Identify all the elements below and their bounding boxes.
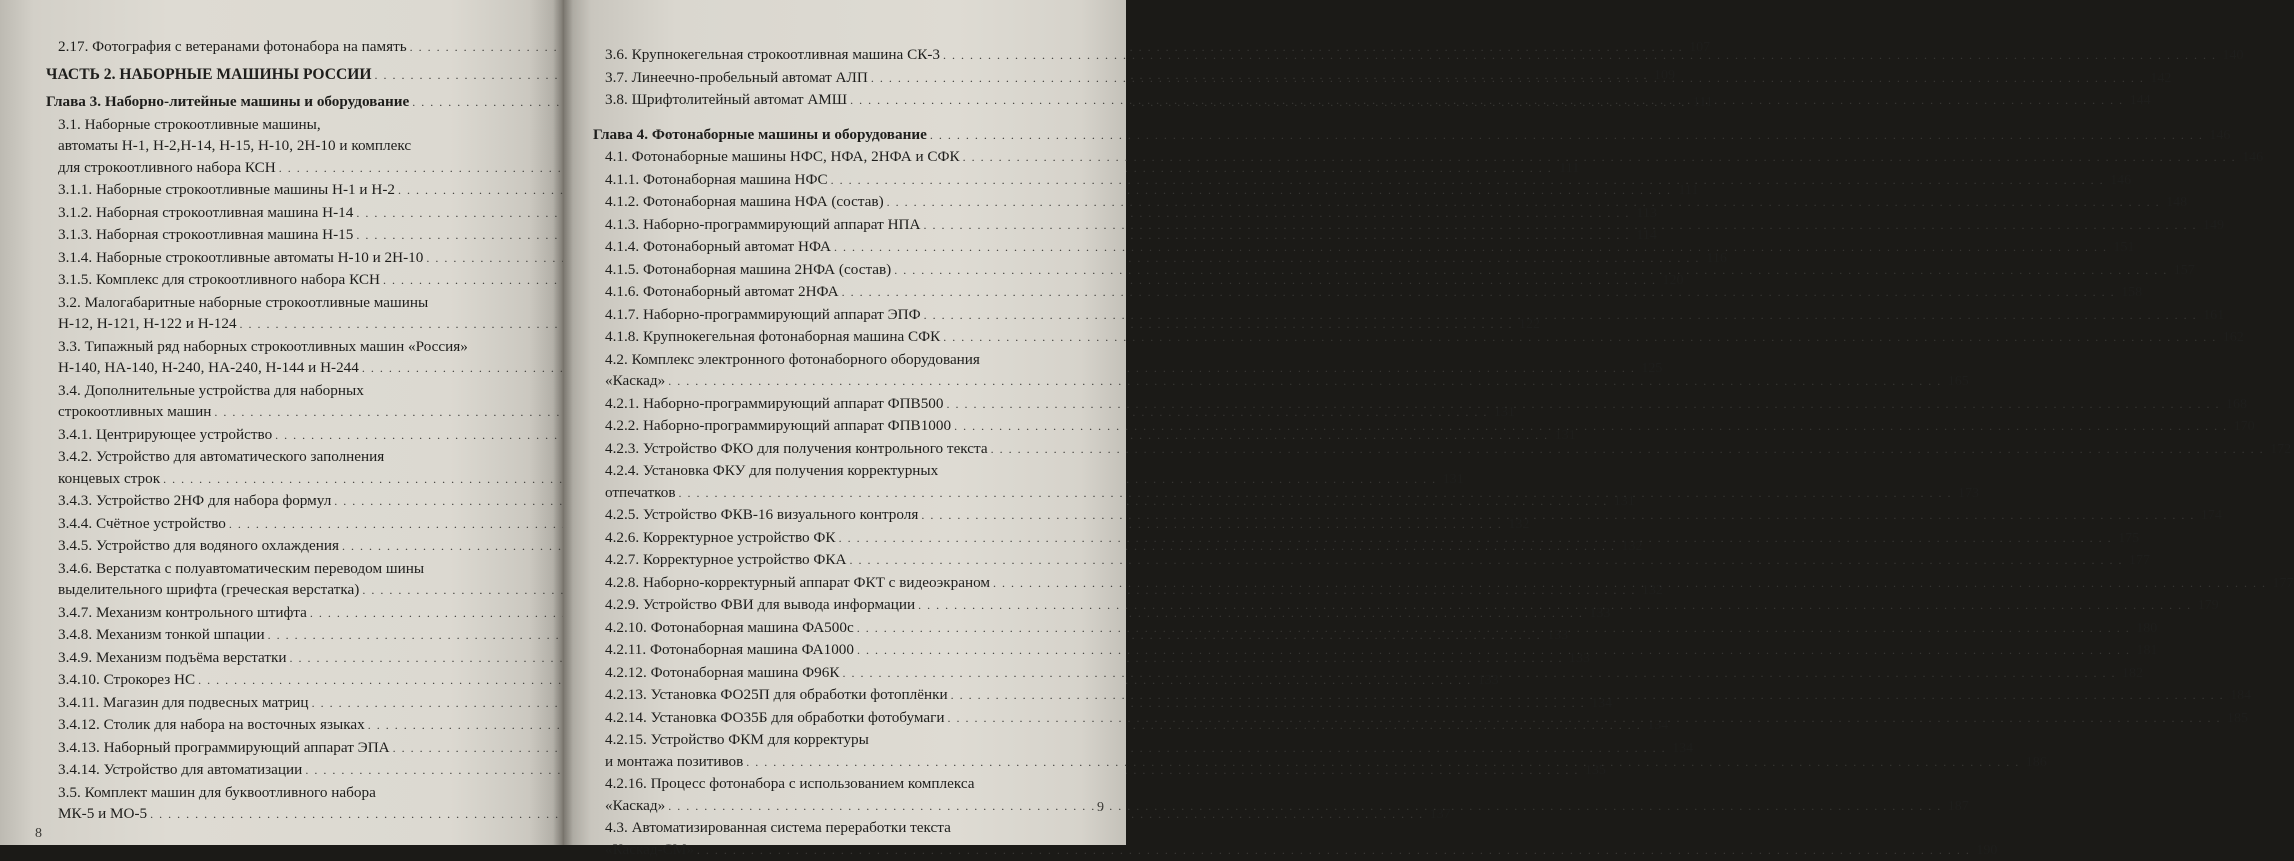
toc-entry-text: 4.2.10. Фотонаборная машина ФА500с xyxy=(605,617,854,639)
book-spread xyxy=(0,0,1126,845)
toc-entry xyxy=(46,759,543,782)
toc-entry-text: 4.2.16. Процесс фотонабора с использованием комплекса xyxy=(605,773,1081,795)
dot-leader xyxy=(697,840,1971,861)
toc-page-number: 120 xyxy=(1659,270,1683,292)
toc-entry xyxy=(46,91,543,114)
toc-entry xyxy=(46,202,543,225)
toc-entry-text: 3.4.7. Механизм контрольного штифта xyxy=(58,602,307,624)
toc-entry-text: 4.2.15. Устройство ФКМ для корректуры xyxy=(605,729,1081,751)
toc-entry-text: строкоотливных машин xyxy=(58,401,211,423)
dot-leader xyxy=(842,282,2116,304)
dot-leader xyxy=(871,68,2145,90)
toc-page-number: 113 xyxy=(1633,203,1657,225)
toc-entry xyxy=(593,572,1081,595)
toc-page-number: 109 xyxy=(1651,65,1675,87)
toc-page-number: 185 xyxy=(2224,708,2248,730)
toc-page-number: 190 xyxy=(1973,840,1997,861)
toc-page-number: 175 xyxy=(2115,528,2139,550)
dot-leader xyxy=(850,90,2124,112)
toc-page-number: 180 xyxy=(2133,618,2157,640)
toc-entry xyxy=(46,782,543,826)
toc-page-number: 137 xyxy=(1427,804,1451,826)
toc-entry-text: 3.4.11. Магазин для подвесных матриц xyxy=(58,692,309,714)
dot-leader xyxy=(954,416,2228,438)
toc-entry-text: Н-140, НА-140, Н-240, НА-240, Н-144 и Н-244 xyxy=(58,357,359,379)
dot-leader xyxy=(991,439,2265,461)
toc-entry xyxy=(46,380,543,424)
toc-entry-text: 3.1.1. Наборные строкоотливные машины Н-1 и Н-2 xyxy=(58,179,395,201)
toc-entry-text: 4.2.2. Наборно-программирующий аппарат ФПВ1000 xyxy=(605,415,951,437)
book-gutter xyxy=(553,0,573,845)
toc-entry xyxy=(593,729,1081,773)
toc-entry-text: 4.2.1. Наборно-программирующий аппарат ФПВ500 xyxy=(605,393,943,415)
left-page xyxy=(0,0,563,845)
toc-entry-text: 4.2.8. Наборно-корректурный аппарат ФКТ с видеоэкраном xyxy=(605,572,990,594)
toc-entry-text: 4.1.5. Фотонаборная машина 2НФА (состав) xyxy=(605,259,891,281)
toc-page-number: 107 xyxy=(1686,37,1710,59)
toc-entry xyxy=(593,549,1081,572)
toc-page-number: 111 xyxy=(1555,158,1579,180)
dot-leader xyxy=(946,394,2220,416)
toc-entry-text: 3.5. Комплект машин для буквоотливного набора xyxy=(58,782,543,804)
dot-leader xyxy=(839,528,2113,550)
toc-page-number: 186 xyxy=(2023,752,2047,774)
toc-page-number: 132 xyxy=(1505,514,1529,536)
dot-leader xyxy=(943,45,2217,67)
toc-entry-text: 4.2.14. Установка ФО35Б для обработки фотобумаги xyxy=(605,707,944,729)
toc-page-number: 148 xyxy=(2163,192,2187,214)
toc-page-number: 161 xyxy=(2200,305,2224,327)
toc-entry xyxy=(46,692,543,715)
toc-page-number: 133 xyxy=(1475,670,1499,692)
toc-entry-text: 4.2.9. Устройство ФВИ для вывода информации xyxy=(605,594,915,616)
toc-entry xyxy=(593,214,1081,237)
toc-entry xyxy=(593,617,1081,640)
toc-page-number: 133 xyxy=(1586,603,1610,625)
toc-entry xyxy=(593,684,1081,707)
toc-entry-text: автоматы Н-1, Н-2,Н-14, Н-15, Н-10, 2Н-10 и комплекс xyxy=(58,135,543,157)
toc-entry xyxy=(46,269,543,292)
toc-entry-text: 3.2. Малогабаритные наборные строкоотливные машины xyxy=(58,292,543,314)
toc-page-number: 184 xyxy=(2227,685,2251,707)
toc-entry xyxy=(593,817,1081,861)
toc-entry xyxy=(593,393,1081,416)
toc-entry-text: 3.3. Типажный ряд наборных строкоотливных машин «Россия» xyxy=(58,336,543,358)
toc-entry xyxy=(46,64,543,87)
toc-page-number: 162 xyxy=(2220,327,2244,349)
toc-entry xyxy=(46,36,543,59)
toc-page-number: 177 xyxy=(2126,550,2150,572)
toc-entry-text: 4.2. Комплекс электронного фотонаборного оборудования xyxy=(605,349,1081,371)
toc-entry-text: 3.1.4. Наборные строкоотливные автоматы Н-10 и 2Н-10 xyxy=(58,247,423,269)
toc-page-number: 146 xyxy=(2107,170,2131,192)
right-page xyxy=(563,0,1126,845)
dot-leader xyxy=(924,305,2198,327)
toc-entry xyxy=(46,224,543,247)
toc-entry-text: 4.3. Автоматизированная система переработки текста xyxy=(605,817,1081,839)
toc-page-number: 133 xyxy=(1566,648,1590,670)
toc-entry-text: 4.1.1. Фотонаборная машина НФС xyxy=(605,169,828,191)
toc-entry-text: 4.2.11. Фотонаборная машина ФА1000 xyxy=(605,639,854,661)
toc-page-number: 157 xyxy=(2171,260,2195,282)
table-of-contents-left xyxy=(46,36,543,826)
page-number-right: 9 xyxy=(1097,800,1104,816)
toc-page-number: 172 xyxy=(2267,439,2291,461)
toc-page-number: 140 xyxy=(2220,45,2244,67)
dot-leader xyxy=(918,595,2192,617)
toc-entry-text: 3.4.8. Механизм тонкой шпации xyxy=(58,624,265,646)
dot-leader xyxy=(831,170,2105,192)
toc-page-number: 131 xyxy=(1440,469,1464,491)
toc-entry xyxy=(46,558,543,602)
dot-leader xyxy=(857,618,2131,640)
toc-entry-text: 4.1.3. Наборно-программирующий аппарат НПА xyxy=(605,214,921,236)
toc-page-number: 134 xyxy=(1588,693,1612,715)
toc-entry-text: 3.4.2. Устройство для автоматического заполнения xyxy=(58,446,543,468)
toc-page-number: 114 xyxy=(1633,225,1657,247)
toc-entry-text: 3.7. Линеечно-пробельный автомат АЛП xyxy=(605,67,868,89)
toc-entry-text: 3.4.3. Устройство 2НФ для набора формул xyxy=(58,490,331,512)
toc-entry-text: 4.1. Фотонаборные машины НФС, НФА, 2НФА и СФК xyxy=(605,146,960,168)
toc-page-number: 125 xyxy=(1638,358,1662,380)
toc-entry xyxy=(46,624,543,647)
toc-entry xyxy=(46,292,543,336)
toc-entry-text: 4.1.2. Фотонаборная машина НФА (состав) xyxy=(605,191,884,213)
toc-page-number: 144 xyxy=(2127,90,2151,112)
toc-entry xyxy=(593,124,1081,147)
toc-entry-text: отпечатков xyxy=(605,482,676,504)
toc-entry-text: выделительного шрифта (греческая верстатка) xyxy=(58,579,359,601)
page-number-left: 8 xyxy=(35,826,42,842)
toc-entry-text: 3.6. Крупнокегельная строкоотливная машина СК-3 xyxy=(605,44,940,66)
toc-entry-text: ЧАСТЬ 2. НАБОРНЫЕ МАШИНЫ РОССИИ xyxy=(46,64,372,86)
toc-entry xyxy=(593,326,1081,349)
toc-entry-text: «Каскад» xyxy=(605,370,665,392)
toc-entry xyxy=(46,336,543,380)
toc-entry xyxy=(593,281,1081,304)
toc-page-number: 146 xyxy=(2206,125,2230,147)
dot-leader xyxy=(947,708,2221,730)
toc-entry-text: 4.2.5. Устройство ФКВ-16 визуального контроля xyxy=(605,504,918,526)
toc-entry xyxy=(593,67,1081,90)
toc-page-number: 151 xyxy=(2110,237,2134,259)
dot-leader xyxy=(668,796,1942,818)
toc-entry xyxy=(593,259,1081,282)
dot-leader xyxy=(921,505,2195,527)
toc-entry xyxy=(46,179,543,202)
toc-entry-text: МК-5 и МО-5 xyxy=(58,803,147,825)
toc-entry xyxy=(593,169,1081,192)
toc-page-number: 165 xyxy=(1945,371,1969,393)
toc-entry xyxy=(593,662,1081,685)
toc-entry xyxy=(46,490,543,513)
dot-leader xyxy=(850,550,2124,572)
dot-leader xyxy=(834,237,2108,259)
toc-page-number: 181 xyxy=(2133,640,2157,662)
toc-entry xyxy=(46,513,543,536)
dot-leader xyxy=(746,752,2020,774)
toc-entry xyxy=(593,460,1081,504)
toc-entry-text: «Каскад» xyxy=(605,795,665,817)
toc-entry-text: 2.17. Фотография с ветеранами фотонабора на память xyxy=(58,36,407,58)
toc-entry-text: 4.2.7. Корректурное устройство ФКА xyxy=(605,549,847,571)
toc-entry xyxy=(46,737,543,760)
toc-page-number: 187 xyxy=(1945,796,1969,818)
toc-entry xyxy=(593,594,1081,617)
toc-entry-text: и монтажа позитивов xyxy=(605,751,743,773)
toc-page-number: 177 xyxy=(2270,573,2294,595)
toc-entry-text: 3.4.5. Устройство для водяного охлаждения xyxy=(58,535,339,557)
toc-page-number: 134 xyxy=(1644,715,1668,737)
toc-page-number: 131 xyxy=(1491,402,1515,424)
toc-entry-text: Глава 4. Фотонаборные машины и оборудование xyxy=(593,124,927,146)
dot-leader xyxy=(943,327,2217,349)
toc-page-number: 131 xyxy=(1552,425,1576,447)
toc-entry-text: 4.1.4. Фотонаборный автомат НФА xyxy=(605,236,831,258)
toc-entry-text: концевых строк xyxy=(58,468,160,490)
toc-entry-text: 4.1.7. Наборно-программирующий аппарат ЭПФ xyxy=(605,304,921,326)
toc-entry-text: 3.1.3. Наборная строкоотливная машина Н-15 xyxy=(58,224,353,246)
toc-entry xyxy=(593,349,1081,393)
toc-entry-text: 3.4.12. Столик для набора на восточных языках xyxy=(58,714,365,736)
toc-entry xyxy=(593,191,1081,214)
toc-page-number: 170 xyxy=(2231,416,2255,438)
toc-entry-text: 3.4. Дополнительные устройства для наборных xyxy=(58,380,543,402)
toc-entry-text: 3.4.13. Наборный программирующий аппарат ЭПА xyxy=(58,737,390,759)
toc-page-number: 179 xyxy=(2195,595,2219,617)
toc-entry-text: Н-12, Н-121, Н-122 и Н-124 xyxy=(58,313,237,335)
toc-page-number: 132 xyxy=(1618,536,1642,558)
toc-entry-text: 4.1.6. Фотонаборный автомат 2НФА xyxy=(605,281,839,303)
toc-page-number: 133 xyxy=(1544,625,1568,647)
toc-entry xyxy=(46,247,543,270)
toc-entry-text: 3.4.4. Счётное устройство xyxy=(58,513,226,535)
toc-entry xyxy=(593,504,1081,527)
dot-leader xyxy=(951,685,2225,707)
toc-page-number: 174 xyxy=(2198,505,2222,527)
toc-entry xyxy=(593,415,1081,438)
toc-entry-text: 4.2.3. Устройство ФКО для получения контрольного текста xyxy=(605,438,988,460)
toc-page-number: 158 xyxy=(2118,282,2142,304)
toc-page-number: 168 xyxy=(2223,394,2247,416)
toc-entry xyxy=(593,44,1081,67)
toc-entry xyxy=(46,647,543,670)
toc-page-number: 149 xyxy=(2200,215,2224,237)
toc-page-number: 116 xyxy=(1703,248,1727,270)
toc-entry-text: 3.4.10. Строкорез НС xyxy=(58,669,195,691)
toc-entry-text: 3.4.14. Устройство для автоматизации xyxy=(58,759,302,781)
toc-entry-text: 4.2.4. Установка ФКУ для получения корректурных xyxy=(605,460,1081,482)
dot-leader xyxy=(668,371,1942,393)
toc-page-number: 135 xyxy=(1582,760,1606,782)
toc-entry-text: 4.2.13. Установка ФО25П для обработки фотоплёнки xyxy=(605,684,948,706)
toc-entry-text: 3.8. Шрифтолитейный автомат АМШ xyxy=(605,89,847,111)
toc-entry-text: 3.1. Наборные строкоотливные машины, xyxy=(58,114,543,136)
toc-page-number: 146 xyxy=(2239,147,2263,169)
dot-leader xyxy=(930,125,2204,147)
toc-entry xyxy=(593,304,1081,327)
toc-entry xyxy=(593,707,1081,730)
toc-entry-text: 4.1.8. Крупнокегельная фотонаборная машина СФК xyxy=(605,326,940,348)
table-of-contents-right xyxy=(593,44,1081,861)
toc-entry xyxy=(593,527,1081,550)
toc-page-number: 132 xyxy=(1639,580,1663,602)
toc-entry-text: для строкоотливного набора КСН xyxy=(58,157,276,179)
toc-page-number: 134 xyxy=(1669,738,1693,760)
toc-page-number: 173 xyxy=(1955,483,1979,505)
dot-leader xyxy=(857,640,2131,662)
toc-entry xyxy=(46,669,543,692)
toc-entry xyxy=(593,236,1081,259)
dot-leader xyxy=(842,663,2116,685)
toc-entry-text: 3.4.6. Верстатка с полуавтоматическим переводом шины xyxy=(58,558,543,580)
toc-entry xyxy=(46,424,543,447)
toc-entry-text: 4.2.12. Фотонаборная машина Ф96К xyxy=(605,662,839,684)
toc-entry-text: Глава 3. Наборно-литейные машины и оборудование xyxy=(46,91,409,113)
toc-entry-text: 3.1.2. Наборная строкоотливная машина Н-14 xyxy=(58,202,353,224)
toc-entry xyxy=(46,114,543,180)
toc-page-number: 111 xyxy=(1674,180,1698,202)
dot-leader xyxy=(679,483,1953,505)
toc-entry xyxy=(46,602,543,625)
toc-entry xyxy=(593,89,1081,112)
toc-entry-text: «Каскад-СМ» xyxy=(605,839,694,861)
toc-entry xyxy=(46,535,543,558)
toc-entry xyxy=(593,438,1081,461)
dot-leader xyxy=(963,147,2237,169)
toc-entry-text: 3.4.9. Механизм подъёма верстатки xyxy=(58,647,287,669)
toc-entry xyxy=(593,639,1081,662)
toc-page-number: 131 xyxy=(1611,491,1635,513)
toc-entry xyxy=(593,773,1081,817)
toc-entry-text: 3.1.5. Комплекс для строкоотливного набора КСН xyxy=(58,269,380,291)
toc-entry xyxy=(46,446,543,490)
toc-page-number: 122 xyxy=(1516,314,1540,336)
toc-entry xyxy=(593,146,1081,169)
dot-leader xyxy=(924,215,2198,237)
toc-page-number: 111 xyxy=(1689,92,1713,114)
dot-leader xyxy=(887,192,2161,214)
toc-page-number: 182 xyxy=(2119,663,2143,685)
dot-leader xyxy=(894,260,2168,282)
toc-entry-text: 4.2.6. Корректурное устройство ФК xyxy=(605,527,836,549)
dot-leader xyxy=(993,573,2267,595)
toc-entry xyxy=(46,714,543,737)
toc-page-number: 142 xyxy=(2147,68,2171,90)
toc-entry-text: 3.4.1. Центрирующее устройство xyxy=(58,424,272,446)
